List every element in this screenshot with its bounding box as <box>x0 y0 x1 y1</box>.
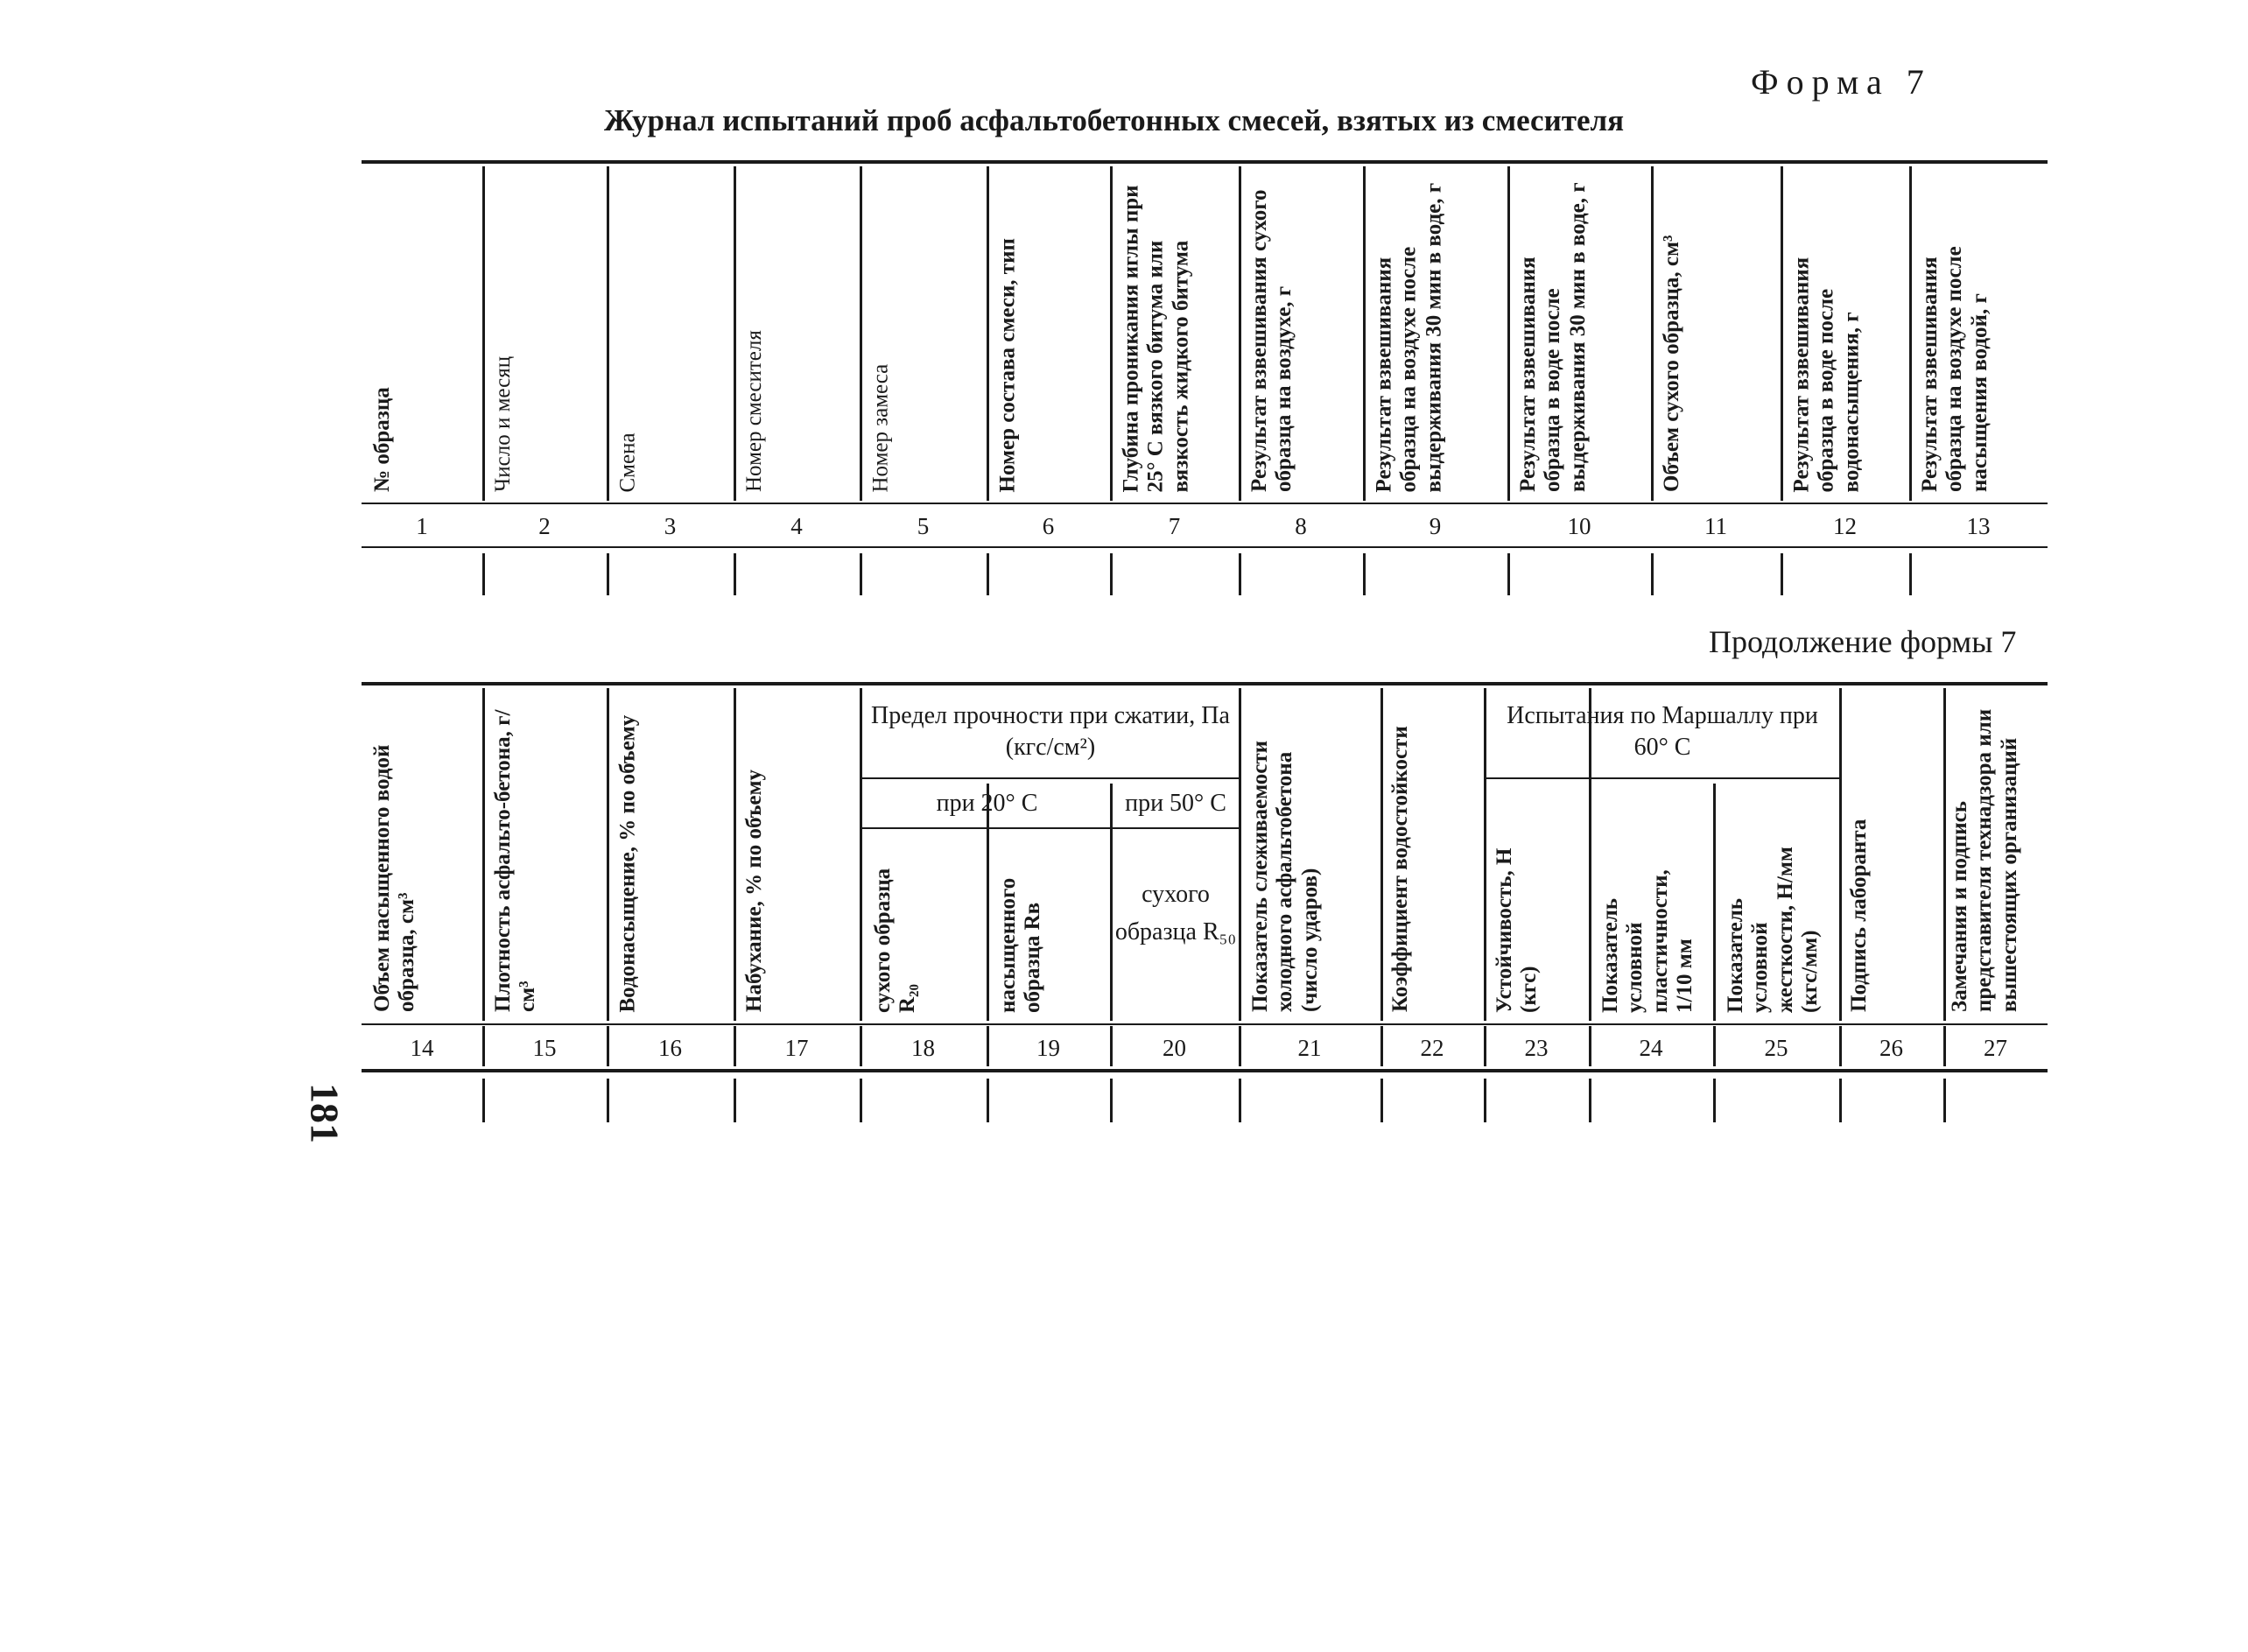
table2-entry-divider <box>1713 1079 1716 1122</box>
table1-column-divider <box>860 166 862 501</box>
table2-header-19: насыщенного образца Rв <box>996 877 1045 1013</box>
table2-number-divider <box>1839 1026 1842 1066</box>
table2-column-number-16: 16 <box>658 1035 682 1061</box>
table1-entry-divider <box>482 553 485 595</box>
table2-column-number-24: 24 <box>1639 1035 1663 1061</box>
table2-top-rule <box>362 682 2048 685</box>
table2-at50-rule <box>1110 827 1239 829</box>
table2-entry-divider <box>987 1079 989 1122</box>
table1-entry-divider <box>987 553 989 595</box>
table2-column-divider <box>1380 688 1383 1021</box>
table2-column-number-22: 22 <box>1420 1035 1444 1061</box>
table2-header-23: Устойчивость, Н (кгс) <box>1493 847 1542 1013</box>
table1-column-number-9: 9 <box>1429 513 1442 539</box>
table1-column-number-4: 4 <box>790 513 803 539</box>
table1-column-divider <box>482 166 485 501</box>
table2-header-15: Плотность асфальто-бетона, г/см³ <box>491 709 540 1012</box>
table1-header-12: Результат взвешивания образца в воде после водонасыщения, г <box>1789 257 1863 492</box>
table1-column-divider <box>1507 166 1510 501</box>
table1-top-rule <box>362 160 2048 164</box>
table2-column-divider <box>1239 688 1241 1021</box>
table2-number-divider <box>1110 1026 1113 1066</box>
table2-entry-divider <box>860 1079 862 1122</box>
table2-column-number-21: 21 <box>1297 1035 1322 1061</box>
table2-entry-divider <box>1839 1079 1842 1122</box>
table1-entry-divider <box>1909 553 1912 595</box>
table1-header-6: Номер состава смеси, тип <box>995 237 1019 492</box>
table2-column-number-14: 14 <box>410 1035 434 1061</box>
table1-column-number-2: 2 <box>538 513 551 539</box>
table2-entry-divider <box>1239 1079 1241 1122</box>
table1-header-3: Смена <box>615 432 639 492</box>
table2-number-divider <box>987 1026 989 1066</box>
table1-column-number-3: 3 <box>664 513 677 539</box>
table2-column-number-19: 19 <box>1036 1035 1060 1061</box>
table2-number-divider <box>1713 1026 1716 1066</box>
table2-column-number-15: 15 <box>532 1035 557 1061</box>
table2-column-number-25: 25 <box>1764 1035 1788 1061</box>
table2-column-number-20: 20 <box>1163 1035 1186 1061</box>
table2-header-27: Замечания и подпись представителя технадзора или вышестоящих организаций <box>1948 708 2021 1012</box>
table2-column-divider <box>1839 688 1842 1021</box>
table2-column-divider <box>482 688 485 1021</box>
table2-column-number-23: 23 <box>1524 1035 1549 1061</box>
table1-header-10: Результат взвешивания образца в воде после выдерживания 30 мин в воде, г <box>1516 182 1590 492</box>
table2-entry-divider <box>607 1079 609 1122</box>
table1-header-5: Номер замеса <box>868 363 892 492</box>
table2-header-24: Показатель условной пластичности, 1/10 мм <box>1598 869 1697 1013</box>
table1-column-divider <box>607 166 609 501</box>
table2-number-divider <box>607 1026 609 1066</box>
table1-column-divider <box>1110 166 1113 501</box>
page-number: 181 <box>302 1083 348 1143</box>
table2-subcolumn-divider <box>1713 784 1716 1021</box>
table2-header-25: Показатель условной жесткости, Н/мм (кгс/мм) <box>1724 847 1822 1013</box>
table2-column-number-26: 26 <box>1879 1035 1903 1061</box>
table1-header-7: Глубина проникания иглы при 25° С вязкого битума или вязкость жидкого битума <box>1119 184 1192 492</box>
table2-number-divider <box>1239 1026 1241 1066</box>
table1-column-number-7: 7 <box>1168 513 1181 539</box>
table1-header-8: Результат взвешивания сухого образца на воздухе, г <box>1247 189 1296 492</box>
table1-column-divider <box>1363 166 1366 501</box>
at-20-header: при 20° С <box>936 790 1038 817</box>
table2-number-divider <box>1943 1026 1946 1066</box>
table2-entry-divider <box>1380 1079 1383 1122</box>
table2-column-number-27: 27 <box>1984 1035 2007 1061</box>
table2-column-divider <box>1484 688 1486 1021</box>
table2-header-21: Показатель слеживаемости холодного асфальтобетона (число ударов) <box>1248 740 1322 1012</box>
marshall-group-header: Испытания по Маршаллу при 60° С <box>1507 702 1818 762</box>
table1-column-divider <box>1781 166 1783 501</box>
table2-header-20: сухого образца R₅₀ <box>1114 881 1237 946</box>
table1-header-2: Число и месяц <box>491 355 515 492</box>
table1-column-divider <box>987 166 989 501</box>
table1-column-number-11: 11 <box>1704 513 1727 539</box>
table2-column-divider <box>1943 688 1946 1021</box>
table1-column-divider <box>1239 166 1241 501</box>
table2-entry-divider <box>1943 1079 1946 1122</box>
table2-number-divider <box>1380 1026 1383 1066</box>
table1-column-number-6: 6 <box>1042 513 1055 539</box>
table1-column-number-12: 12 <box>1833 513 1857 539</box>
continuation-label: Продолжение формы 7 <box>1709 624 2017 659</box>
table2-number-divider <box>734 1026 736 1066</box>
table1-entry-divider <box>1507 553 1510 595</box>
table2-number-divider <box>860 1026 862 1066</box>
table1-entry-divider <box>607 553 609 595</box>
table1-column-number-13: 13 <box>1966 513 1991 539</box>
table1-column-divider <box>1651 166 1654 501</box>
table2-marshall-group-rule <box>1484 777 1839 779</box>
table2-entry-divider <box>734 1079 736 1122</box>
strength-group-header: Предел прочности при сжатии, Па (кгс/см²) <box>871 702 1230 762</box>
table1-header-9: Результат взвешивания образца на воздухе после выдерживания 30 мин в воде, г <box>1372 182 1445 492</box>
table2-entry-divider <box>482 1079 485 1122</box>
table1-entry-divider <box>1781 553 1783 595</box>
table1-column-number-10: 10 <box>1567 513 1591 539</box>
table1-header-rule <box>362 503 2048 504</box>
table2-at20-rule <box>860 827 1110 829</box>
table1-column-divider <box>1909 166 1912 501</box>
form-label: Форма 7 <box>1751 62 1932 102</box>
document-title: Журнал испытаний проб асфальтобетонных смесей, взятых из смесителя <box>604 103 1625 137</box>
table2-header-14: Объем насыщенного водой образца, см³ <box>370 744 419 1012</box>
table2-number-divider <box>1589 1026 1591 1066</box>
table1-entry-divider <box>1363 553 1366 595</box>
table2-header-22: Коэффициент водостойкости <box>1388 726 1412 1012</box>
table1-entry-divider <box>734 553 736 595</box>
table1-column-number-5: 5 <box>917 513 930 539</box>
table2-header-17: Набухание, % по объему <box>742 769 766 1012</box>
table1-column-number-8: 8 <box>1295 513 1307 539</box>
table2-column-number-17: 17 <box>784 1035 809 1061</box>
table2-header-16: Водонасыщение, % по объему <box>615 714 639 1012</box>
table1-column-divider <box>734 166 736 501</box>
table2-header-26: Подпись лаборанта <box>1847 819 1871 1012</box>
table1-header-13: Результат взвешивания образца на воздухе после насыщения водой, г <box>1918 246 1992 492</box>
table2-number-rule <box>362 1069 2048 1072</box>
table2-subcolumn-divider <box>1589 784 1591 1021</box>
table1-entry-divider <box>1239 553 1241 595</box>
table2-column-divider <box>607 688 609 1021</box>
table2-entry-divider <box>1589 1079 1591 1122</box>
table1-column-number-1: 1 <box>416 513 428 539</box>
table1-header-1: № образца <box>370 387 394 492</box>
table1-entry-divider <box>860 553 862 595</box>
table2-number-divider <box>482 1026 485 1066</box>
table1-entry-divider <box>1651 553 1654 595</box>
table2-column-divider <box>860 688 862 1021</box>
table2-header-rule <box>362 1023 2048 1025</box>
table1-header-11: Объем сухого образца, см³ <box>1660 235 1683 492</box>
table2-entry-divider <box>1110 1079 1113 1122</box>
table2-header-18: сухого образца R₂₀ <box>871 868 920 1013</box>
at-50-header: при 50° С <box>1125 790 1226 817</box>
table1-entry-divider <box>1110 553 1113 595</box>
table2-number-divider <box>1484 1026 1486 1066</box>
table2-column-divider <box>734 688 736 1021</box>
table1-number-rule <box>362 546 2048 548</box>
table1-header-4: Номер смесителя <box>742 330 766 492</box>
table2-strength-group-rule <box>860 777 1239 779</box>
table2-entry-divider <box>1484 1079 1486 1122</box>
table2-subcolumn-divider <box>1110 784 1113 1021</box>
table2-column-number-18: 18 <box>911 1035 935 1061</box>
